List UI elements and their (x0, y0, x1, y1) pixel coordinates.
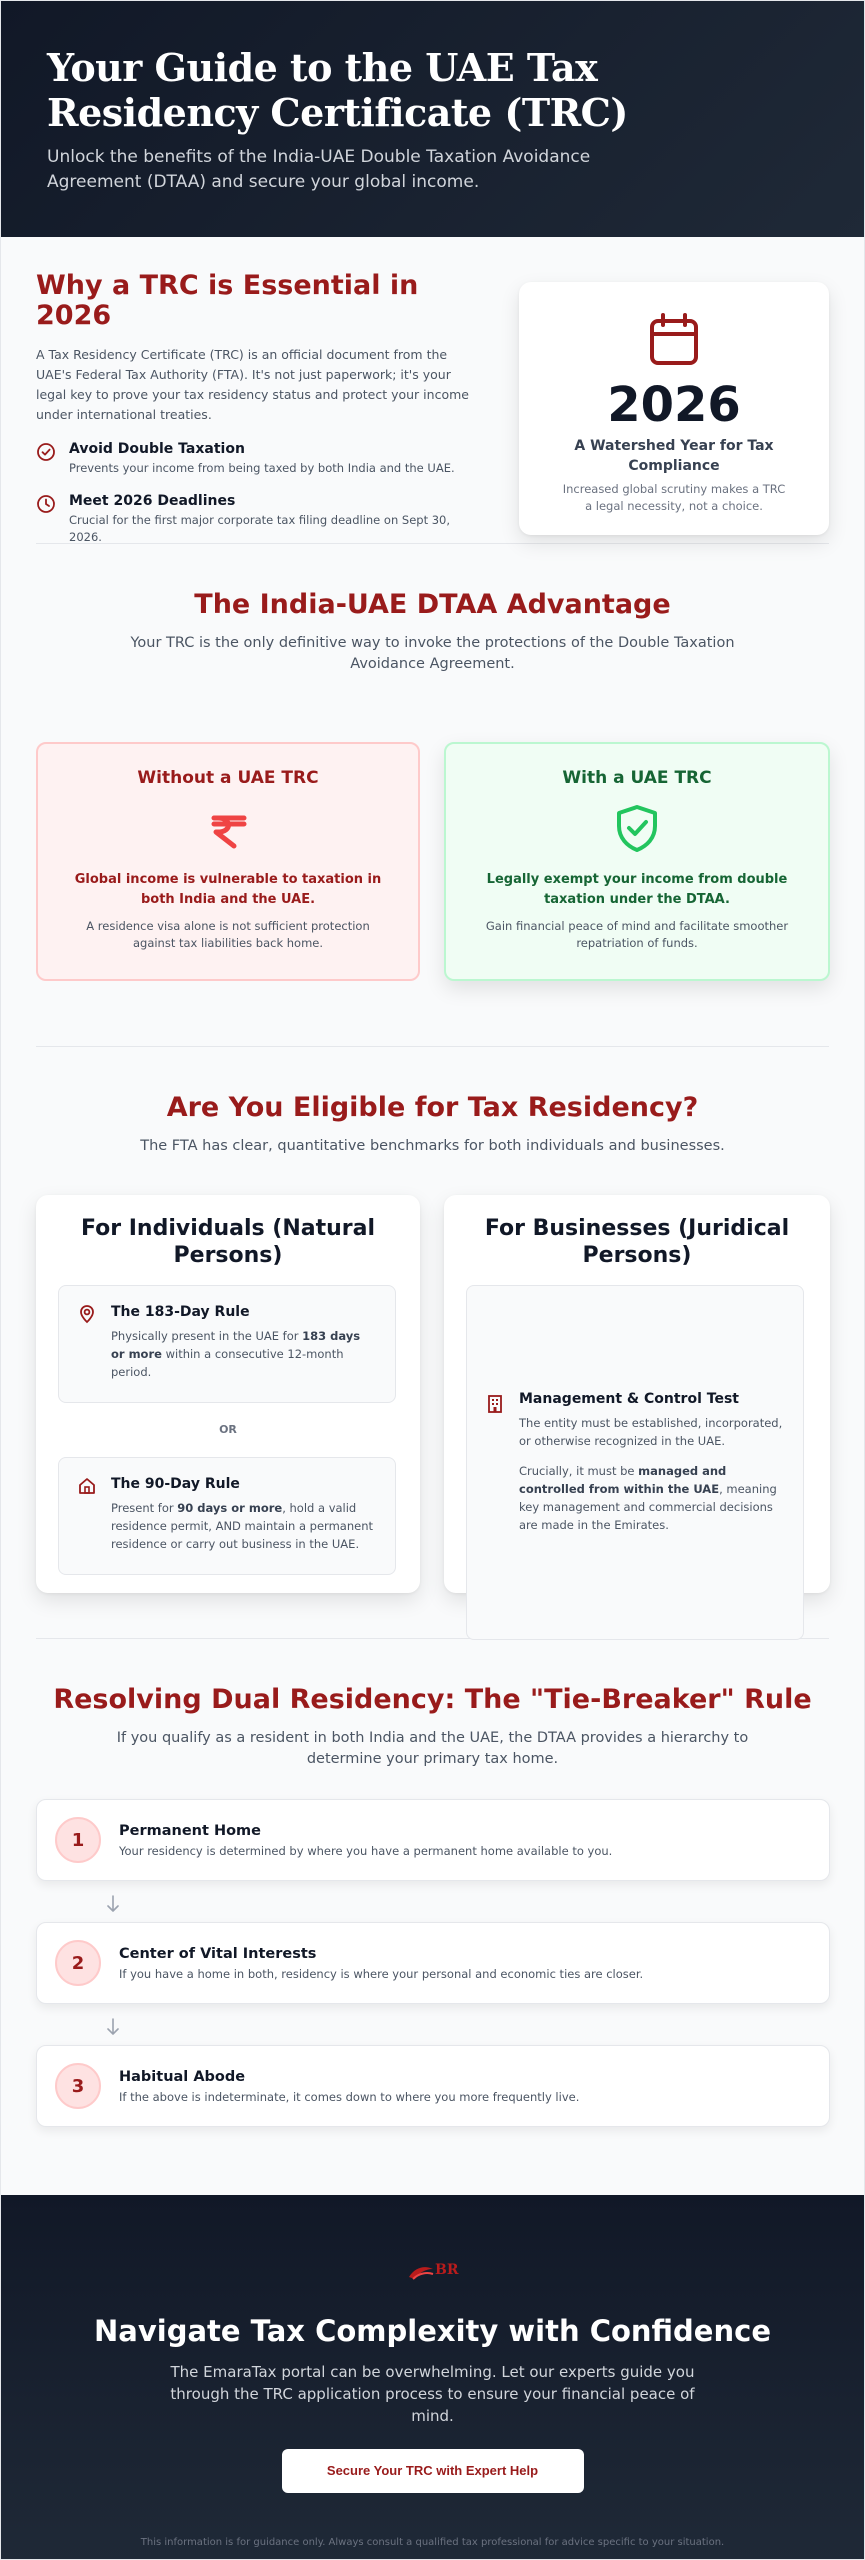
calendar-icon (644, 310, 704, 370)
year-card (519, 282, 829, 535)
why-trc-title: Why a TRC is Essential in 2026 (36, 270, 419, 331)
with-trc-statement: Legally exempt your income from double taxation under the DTAA. (486, 872, 788, 907)
without-trc-desc: A residence visa alone is not sufficient protection against tax liabilities back home. (86, 919, 370, 950)
svg-text:BR: BR (434, 2262, 458, 2278)
with-trc-desc: Gain financial peace of mind and facilitate smoother repatriation of funds. (485, 919, 789, 950)
dtaa-subtitle: Your TRC is the only definitive way to invoke the protections of the Double Taxation Avoidance Agreement. (130, 635, 735, 672)
feature-avoid-double-taxation (36, 441, 476, 477)
map-pin-icon (77, 1304, 97, 1324)
step-number: 1 (55, 1817, 101, 1863)
step-title: Permanent Home (119, 1822, 262, 1839)
tie-breaker-section (1, 1639, 864, 2197)
step-desc: If you have a home in both, residency is where your personal and economic ties are closer. (119, 1966, 644, 1981)
rule-management-control (466, 1285, 804, 1640)
tie-breaker-title: Resolving Dual Residency: The "Tie-Breaker" Rule (53, 1684, 812, 1715)
arrow-down-icon (105, 2017, 121, 2037)
year-card-title: A Watershed Year for Tax Compliance (574, 438, 774, 474)
rule-desc: Physically present in the UAE for 183 days or more within a consecutive 12-month period. (111, 1329, 361, 1379)
feature-desc: Crucial for the first major corporate tax filing deadline on Sept 30, 2026. (69, 513, 451, 544)
feature-meet-deadlines (36, 493, 476, 546)
with-trc-card (444, 742, 830, 981)
eligibility-title: Are You Eligible for Tax Residency? (166, 1092, 699, 1123)
rule-desc: The entity must be established, incorporated, or otherwise recognized in the UAE. (519, 1416, 783, 1448)
why-trc-text (36, 271, 476, 546)
step-title: Habitual Abode (119, 2068, 246, 2085)
individuals-title: For Individuals (Natural Persons) (80, 1216, 376, 1268)
step-desc: If the above is indeterminate, it comes down to where you more frequently live. (119, 2089, 580, 2104)
why-trc-intro: A Tax Residency Certificate (TRC) is an official document from the UAE's Federal Tax Authority (FTA). It's not just paperwork; it's your legal key to prove your tax residency status and protect your income under international treaties. (36, 347, 469, 422)
check-circle-icon (36, 442, 56, 462)
rule-90-day (58, 1457, 396, 1575)
without-trc-card (36, 742, 420, 981)
arrow-down-icon (105, 1894, 121, 1914)
feature-desc: Prevents your income from being taxed by both India and the UAE. (69, 461, 455, 475)
tie-breaker-step (36, 1922, 830, 2004)
tie-breaker-step (36, 2045, 830, 2127)
footer-cta (1, 2195, 864, 2560)
eligibility-section (1, 1047, 864, 1638)
disclaimer: This information is for guidance only. Always consult a qualified tax professional for advice specific to your situation. (140, 2537, 725, 2548)
footer-desc: The EmaraTax portal can be overwhelming. Let our experts guide you through the TRC application process to ensure your financial peace of mind. (170, 2363, 695, 2425)
step-number: 2 (55, 1940, 101, 1986)
dtaa-title: The India-UAE DTAA Advantage (194, 589, 671, 620)
home-icon (77, 1476, 97, 1496)
tie-breaker-subtitle: If you qualify as a resident in both India and the UAE, the DTAA provides a hierarchy to determine your primary tax home. (116, 1730, 749, 1767)
shield-check-icon (611, 802, 663, 854)
building-icon (485, 1394, 505, 1414)
businesses-card (444, 1195, 830, 1593)
expert-help-button[interactable]: Secure Your TRC with Expert Help (282, 2449, 584, 2493)
dtaa-section (1, 544, 864, 1046)
feature-title: Avoid Double Taxation (69, 441, 245, 457)
rule-desc: Present for 90 days or more, hold a valid residence permit, AND maintain a permanent residence or carry out business in the UAE. (111, 1501, 373, 1551)
hero-subtitle: Unlock the benefits of the India-UAE Double Taxation Avoidance Agreement (DTAA) and secure your global income. (47, 147, 591, 192)
rule-desc: Crucially, it must be managed and controlled from within the UAE, meaning key management and commercial decisions are made in the Emirates. (519, 1464, 777, 1532)
why-trc-section (1, 237, 864, 543)
rule-title: The 90-Day Rule (111, 1476, 240, 1492)
rule-title: Management & Control Test (519, 1391, 739, 1407)
businesses-title: For Businesses (Juridical Persons) (484, 1216, 790, 1268)
brand-logo (405, 2255, 461, 2283)
step-desc: Your residency is determined by where you have a permanent home available to you. (119, 1843, 613, 1858)
rule-183-day (58, 1285, 396, 1403)
or-separator: OR (219, 1423, 237, 1436)
eligibility-subtitle: The FTA has clear, quantitative benchmarks for both individuals and businesses. (140, 1138, 725, 1154)
rupee-icon (202, 802, 254, 854)
year-card-desc: Increased global scrutiny makes a TRC a legal necessity, not a choice. (562, 482, 786, 513)
without-trc-statement: Global income is vulnerable to taxation in both India and the UAE. (74, 872, 382, 907)
step-title: Center of Vital Interests (119, 1945, 317, 1962)
rule-title: The 183-Day Rule (111, 1304, 250, 1320)
clock-icon (36, 494, 56, 514)
without-trc-title: Without a UAE TRC (137, 768, 319, 788)
footer-title: Navigate Tax Complexity with Confidence (94, 2314, 771, 2348)
with-trc-title: With a UAE TRC (562, 768, 712, 788)
hero-title: Your Guide to the UAE Tax Residency Certificate (TRC) (47, 45, 628, 135)
hero-banner (1, 1, 864, 237)
tie-breaker-step (36, 1799, 830, 1881)
individuals-card (36, 1195, 420, 1593)
step-number: 3 (55, 2063, 101, 2109)
year-value: 2026 (607, 377, 741, 433)
feature-title: Meet 2026 Deadlines (69, 493, 236, 509)
